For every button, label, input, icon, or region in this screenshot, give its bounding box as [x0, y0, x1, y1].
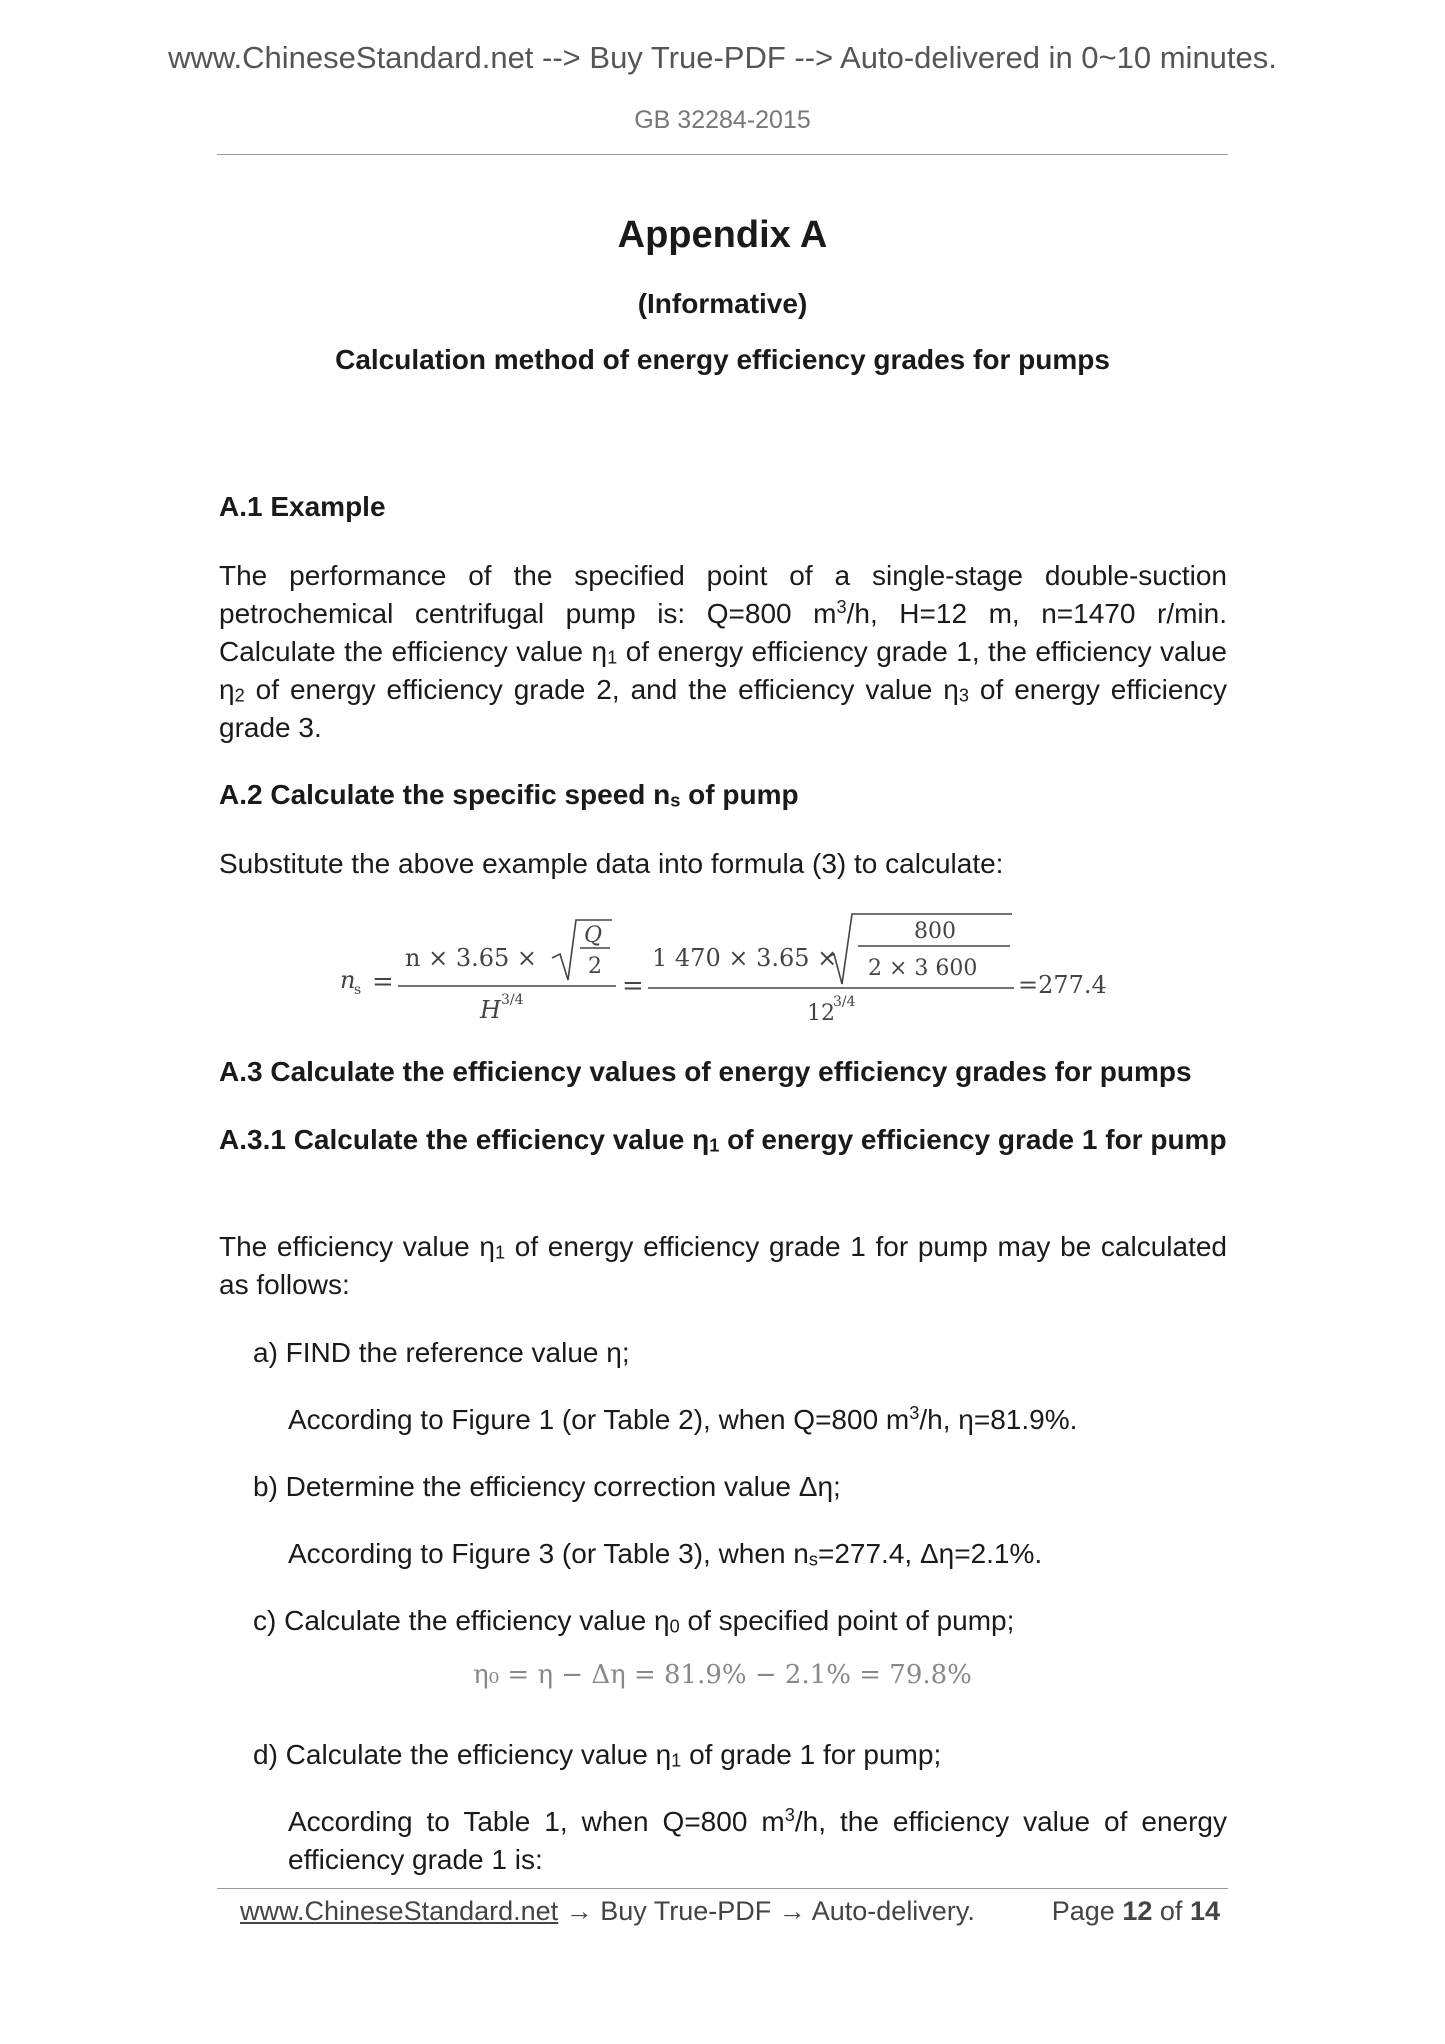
- formula-lhs: n: [340, 966, 356, 994]
- section-a1-heading: A.1 Example: [219, 491, 386, 522]
- specific-speed-formula: [330, 900, 1130, 1030]
- formula-den-2-exp: 3/4: [833, 994, 856, 1010]
- formula-lhs-sub: s: [354, 982, 362, 998]
- section-a2-intro: Substitute the above example data into formula (3) to calculate:: [219, 848, 1004, 879]
- section-a3-heading: A.3 Calculate the efficiency values of energy efficiency grades for pumps: [219, 1056, 1192, 1087]
- formula-num-2: 1 470 × 3.65 ×: [652, 944, 838, 972]
- step-d: d) Calculate the efficiency value $\eta_1$ of grade 1 for pump;: [253, 1739, 942, 1771]
- page-indicator: Page 12 of 14: [1051, 1896, 1220, 1926]
- footer-link[interactable]: www.ChineseStandard.net: [240, 1896, 559, 1926]
- step-b: b) Determine the efficiency correction value Δη;: [253, 1471, 841, 1502]
- step-a: a) FIND the reference value η;: [253, 1337, 630, 1368]
- section-a31-intro: The efficiency value $\eta_1$ of energy efficiency grade 1 for pump may be calculated as follows:: [219, 1231, 1227, 1300]
- section-a31-heading: A.3.1 Calculate the efficiency value $\eta_1$ of energy efficiency grade 1 for pump: [219, 1124, 1227, 1156]
- formula-r-den: 2 × 3 600: [868, 956, 978, 981]
- step-d-detail: According to Table 1, when Q=800 $m^3/h$, the efficiency value of energy efficiency grade 1 is:: [288, 1805, 1227, 1875]
- formula-eq-1: =: [372, 967, 394, 997]
- appendix-title: Appendix A: [617, 214, 828, 256]
- formula-num-1: n × 3.65 ×: [405, 944, 537, 972]
- step-b-detail: According to Figure 3 (or Table 3), when $n_s=277.4$, Δη=2.1%.: [288, 1538, 1043, 1570]
- footer: [240, 1896, 1220, 1927]
- formula-q-num: Q: [584, 923, 603, 948]
- formula-eq-2: =: [622, 971, 644, 1001]
- formula-q-den: 2: [588, 954, 602, 979]
- formula-result: =277.4: [1018, 971, 1107, 999]
- header-divider: [217, 154, 1228, 155]
- formula-den-2: 12: [807, 1001, 835, 1026]
- header-banner[interactable]: www.ChineseStandard.net --> Buy True-PDF --> Auto-delivered in 0~10 minutes.: [168, 40, 1277, 75]
- standard-code: GB 32284-2015: [634, 106, 811, 134]
- step-a-detail: According to Figure 1 (or Table 2), when Q=800 $m^3/h$, η=81.9%.: [288, 1403, 1078, 1435]
- appendix-heading: Calculation method of energy efficiency grades for pumps: [335, 344, 1110, 375]
- footer-text: → Buy True-PDF → Auto-delivery.: [558, 1896, 975, 1926]
- formula-den-1-exp: 3/4: [501, 992, 524, 1008]
- appendix-subtitle: (Informative): [637, 288, 808, 319]
- eta0-formula: η₀ = η − Δη = 81.9% − 2.1% = 79.8%: [473, 1660, 972, 1690]
- footer-divider: [217, 1888, 1228, 1889]
- sqrt-sign-1: [552, 920, 612, 980]
- section-a1-paragraph: The performance of the specified point of a single-stage double-suction petrochemical centrifugal pump is: Q=800 $m^3/h$, H=12 m, n=1470 r/min. Calculate the efficiency value $\eta_1$ of energy efficiency grade 1, the efficiency value $\eta_2$ of energy efficiency grade 2, and the efficiency value $\eta_3$ of energy efficiency grade 3.: [219, 560, 1228, 743]
- formula-den-1: H: [480, 996, 501, 1024]
- formula-r-num: 800: [914, 919, 956, 944]
- step-c: c) Calculate the efficiency value $\eta_0$ of specified point of pump;: [253, 1605, 1015, 1637]
- section-a2-heading: A.2 Calculate the specific speed $n_s$ of pump: [219, 779, 799, 811]
